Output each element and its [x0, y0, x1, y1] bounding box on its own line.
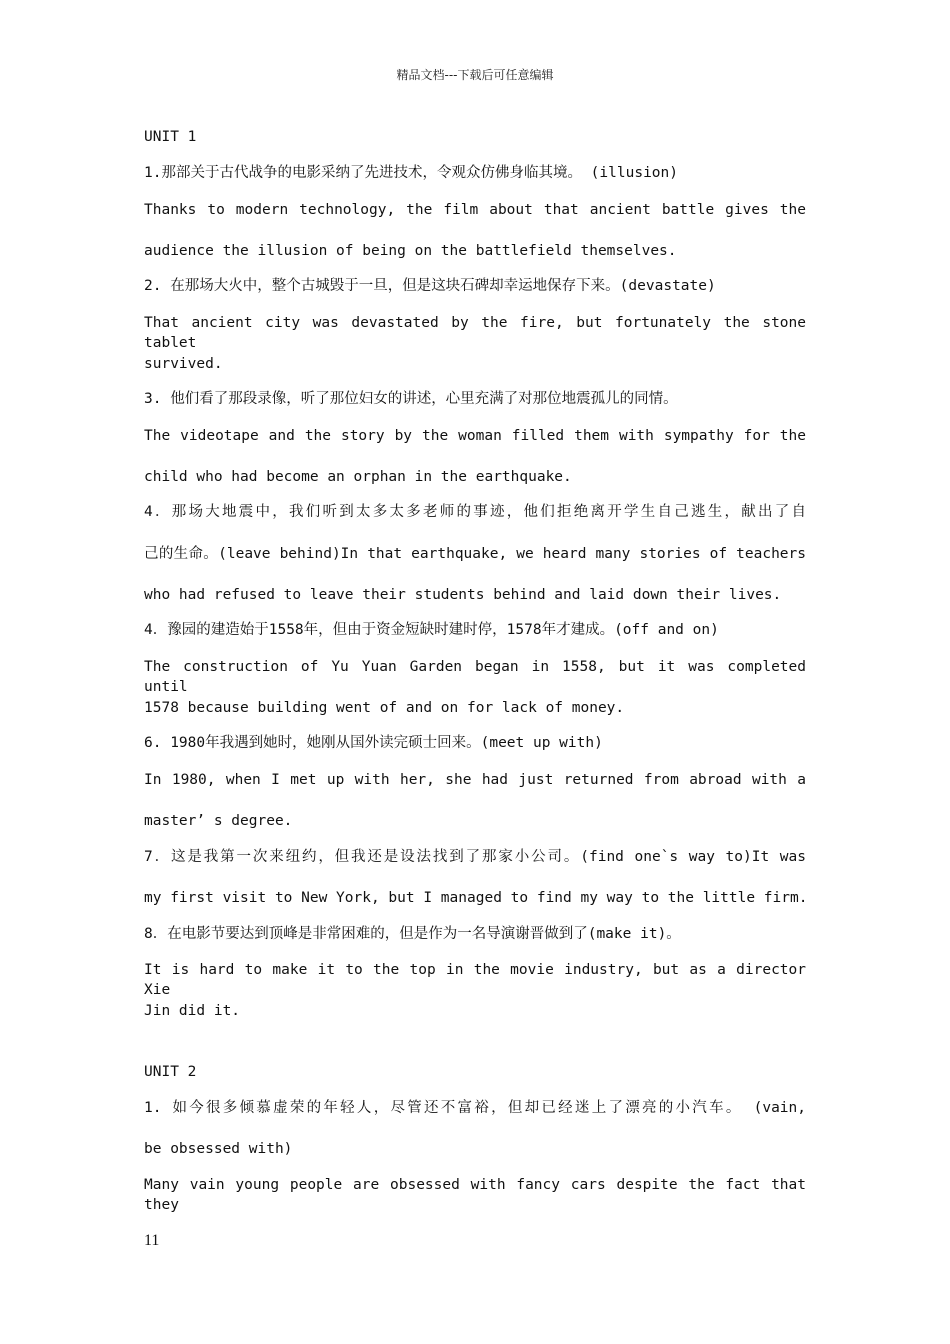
page-header: 精品文档---下载后可任意编辑 — [396, 68, 554, 82]
sentence-english: child who had become an orphan in the earthquake. — [144, 469, 572, 485]
sentence-english: my first visit to New York, but I managed to find my way to the little firm. — [144, 890, 808, 906]
sentence-english: The construction of Yu Yuan Garden began in 1558, but it was completed until — [144, 659, 806, 695]
unit-heading: UNIT 2 — [144, 1064, 197, 1080]
unit-heading: UNIT 1 — [144, 129, 197, 145]
sentence-english: survived. — [144, 356, 223, 372]
sentence-english: be obsessed with) — [144, 1141, 293, 1157]
sentence-english: It is hard to make it to the top in the movie industry, but as a director Xie — [144, 962, 806, 998]
sentence-english: 1578 because building went of and on for lack of money. — [144, 700, 625, 716]
sentence-english: Many vain young people are obsessed with fancy cars despite the fact that they — [144, 1177, 806, 1213]
sentence-english: That ancient city was devastated by the fire, but fortunately the stone tablet — [144, 315, 806, 351]
sentence-chinese: 8．在电影节要达到顶峰是非常困难的，但是作为一名导演谢晋做到了(make it)。 — [144, 926, 681, 942]
sentence-chinese: 4．豫园的建造始于1558年，但由于资金短缺时建时停，1578年才建成。(off and on) — [144, 622, 719, 638]
sentence-english: master’ s degree. — [144, 813, 293, 829]
sentence-english: In 1980, when I met up with her, she had just returned from abroad with a — [144, 772, 806, 788]
sentence-chinese: 3. 他们看了那段录像，听了那位妇女的讲述，心里充满了对那位地震孤儿的同情。 — [144, 391, 678, 407]
sentence-english: who had refused to leave their students behind and laid down their lives. — [144, 587, 782, 603]
sentence-chinese: 1. 如今很多倾慕虚荣的年轻人，尽管还不富裕，但却已经迷上了漂亮的小汽车。 (vain, — [144, 1100, 806, 1116]
sentence-english: Jin did it. — [144, 1003, 241, 1019]
sentence-english: The videotape and the story by the woman filled them with sympathy for the — [144, 428, 806, 444]
sentence-chinese: 1.那部关于古代战争的电影采纳了先进技术，令观众仿佛身临其境。 (illusion) — [144, 165, 678, 181]
sentence-chinese: 2. 在那场大火中，整个古城毁于一旦，但是这块石碑却幸运地保存下来。(devastate) — [144, 278, 716, 294]
sentence-mixed: 己的生命。(leave behind)In that earthquake, we heard many stories of teachers — [144, 546, 806, 562]
sentence-mixed: 7．这是我第一次来纽约，但我还是设法找到了那家小公司。(find one`s way to)It was — [144, 849, 806, 865]
sentence-english: audience the illusion of being on the battlefield themselves. — [144, 243, 677, 259]
sentence-english: Thanks to modern technology, the film about that ancient battle gives the — [144, 202, 806, 218]
sentence-chinese: 6. 1980年我遇到她时，她刚从国外读完硕士回来。(meet up with) — [144, 735, 603, 751]
page-number: 11 — [144, 1232, 160, 1249]
sentence-chinese: 4．那场大地震中，我们听到太多太多老师的事迹，他们拒绝离开学生自己逃生，献出了自 — [144, 504, 806, 520]
